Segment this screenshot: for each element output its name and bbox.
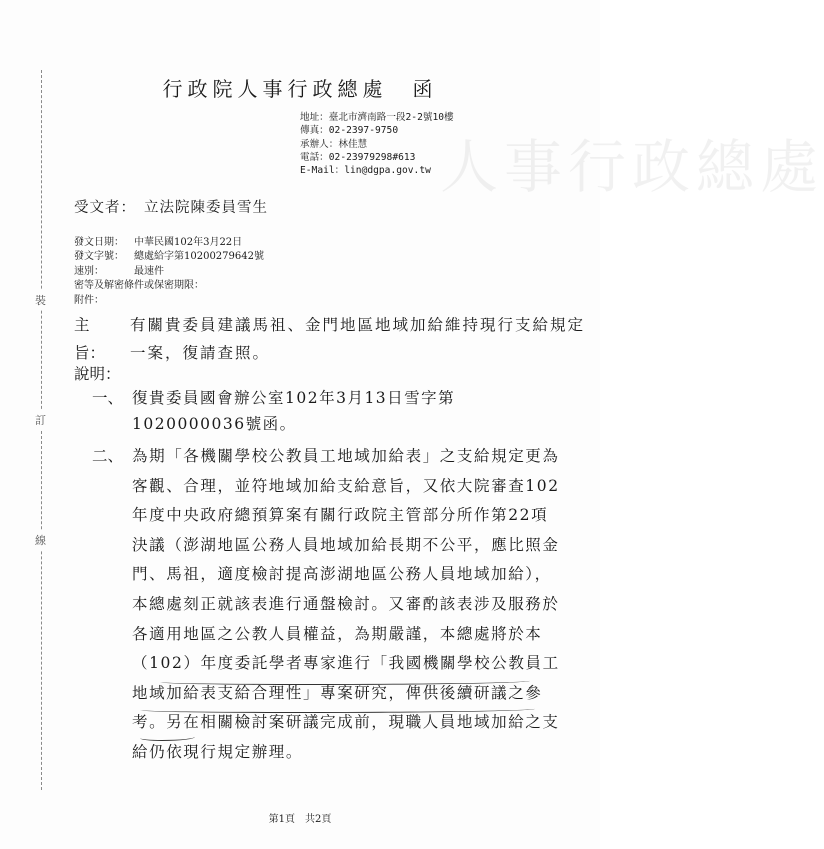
meta-row xyxy=(74,250,264,264)
meta-value: 總處給字第10200279642號 xyxy=(134,251,264,263)
subject-label: 主旨： xyxy=(74,316,106,362)
contact-email: E-Mail：lin@dgpa.gov.tw xyxy=(300,165,431,177)
document-title: 行政院人事行政總處 函 xyxy=(162,77,438,101)
binding-line xyxy=(41,70,42,790)
meta-row xyxy=(74,236,264,250)
binding-char: 線 xyxy=(35,530,46,550)
meta-row xyxy=(74,279,264,293)
meta-label: 附件： xyxy=(74,294,104,306)
meta-label: 速別： xyxy=(74,265,104,277)
contact-fax: 傳真：02-2397-9750 xyxy=(300,125,399,137)
item-text: 復貴委員國會辦公室102年3月13日雪字第1020000036號函。 xyxy=(132,389,456,433)
meta-row xyxy=(74,294,264,308)
meta-row xyxy=(74,265,264,279)
contact-phone: 電話：02-23979298#613 xyxy=(300,151,416,163)
recipient-value: 立法院陳委員雪生 xyxy=(144,200,268,216)
meta-value: 最速件 xyxy=(134,265,164,277)
explanation-label: 說明： xyxy=(74,365,121,383)
contact-officer: 承辦人：林佳慧 xyxy=(300,138,368,150)
meta-label: 密等及解密條件或保密期限： xyxy=(74,280,204,292)
binding-char: 訂 xyxy=(35,410,46,430)
item-text: 為期「各機關學校公教員工地域加給表」之支給規定更為客觀、合理，並符地域加給支給意旨，又依大院審查102年度中央政府總預算案有關行政院主管部分所作第22項決議（澎湖地區公務人員地域加給長期不公平，應比照金門、馬祖，適度檢討提高澎湖地區公務人員地域加給），本總處刻正就該表進行通盤檢討。又審酌該表涉及服務於各適用地區之公教人員權益，為期嚴謹，本總處將於本（102）年度委託學者專家進行「我國機關學校公教員工地域加給表支給合理性」專案研究，俾供後續研議之參考。另在相關檢討案研議完成前，現職人員地域加給之支給仍依現行規定辦理。 xyxy=(132,447,560,761)
item-number: 一、 xyxy=(92,389,124,407)
meta-value: 中華民國102年3月22日 xyxy=(134,237,243,248)
subject-text: 有關貴委員建議馬祖、金門地區地域加給維持現行支給規定一案，復請查照。 xyxy=(130,316,586,362)
meta-label: 發文字號： xyxy=(74,251,124,263)
meta-block xyxy=(74,236,264,308)
contact-block xyxy=(300,111,454,177)
meta-label: 發文日期： xyxy=(74,237,124,248)
page-number: 第1頁 共2頁 xyxy=(268,814,332,825)
contact-address: 地址：臺北市濟南路一段2-2號10樓 xyxy=(300,112,454,123)
recipient-label: 受文者： xyxy=(74,200,136,216)
item-number: 二、 xyxy=(92,447,124,465)
recipient-line xyxy=(74,196,276,217)
faint-stamp: 人事行政總處 xyxy=(440,133,824,201)
binding-char: 裝 xyxy=(35,290,46,310)
